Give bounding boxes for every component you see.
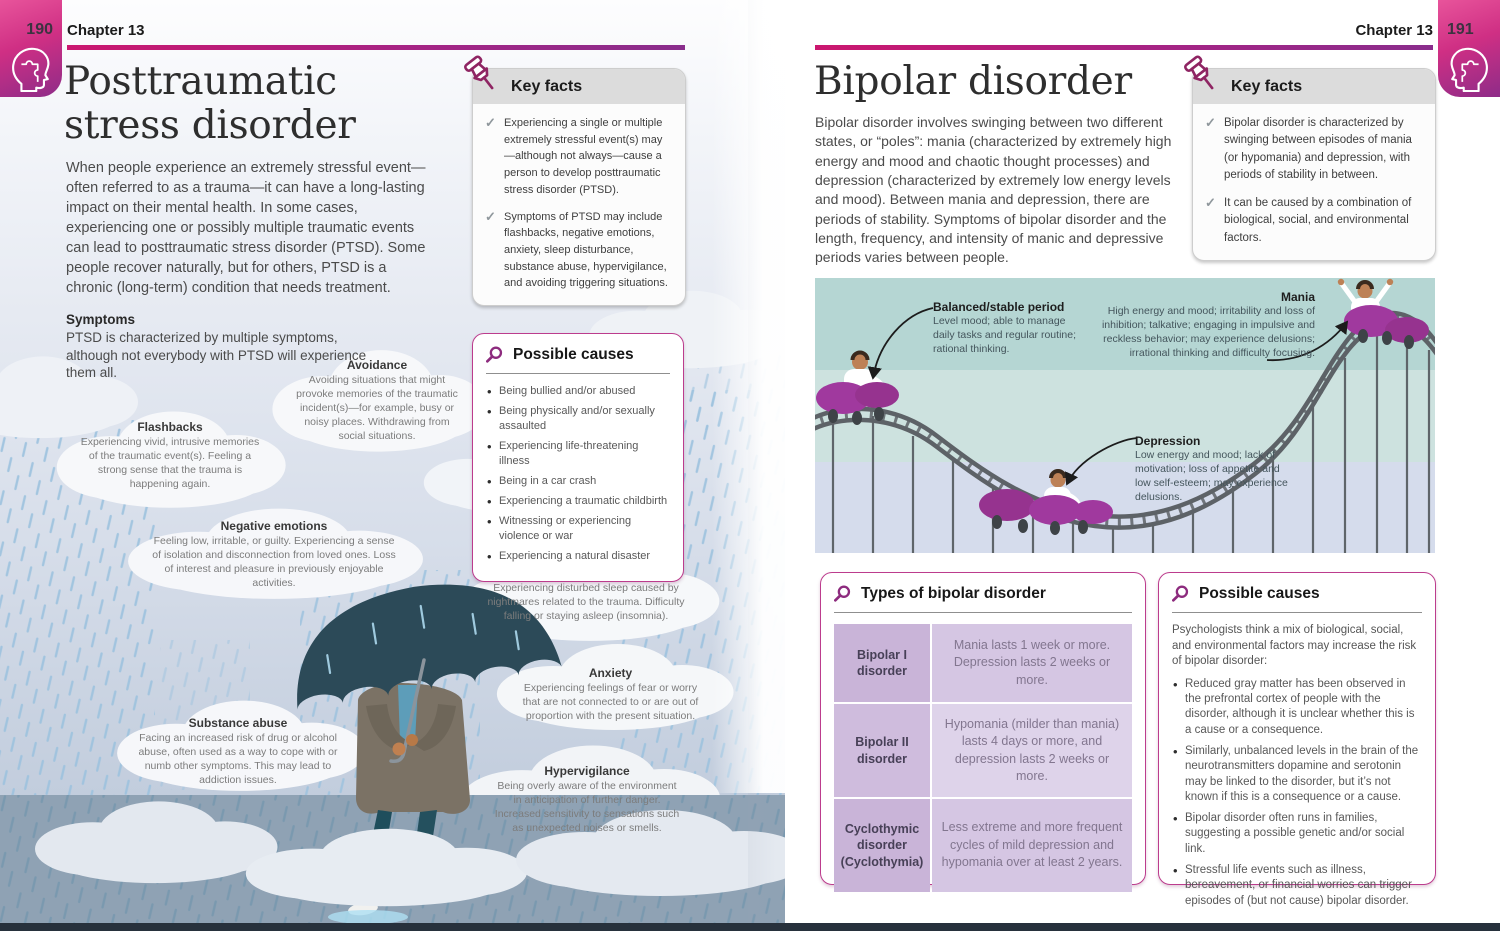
types-title-row: Types of bipolar disorder: [834, 585, 1132, 603]
list-item: • Experiencing a natural disaster: [486, 549, 670, 564]
key-facts-title: Key facts: [1193, 69, 1435, 104]
chapter-rule-right: [815, 45, 1433, 50]
symptoms-heading: Symptoms: [66, 312, 136, 327]
symptom-cloud-flashbacks: Flashbacks Experiencing vivid, intrusive memories of the traumatic event(s). Feeling a strong sense that the trauma is happening again.: [80, 420, 260, 491]
symptom-cloud-hypervigilance: Hypervigilance Being overly aware of the environment in anticipation of further danger. Increased sensitivity to sensations such as unexpected noises or smells.: [494, 764, 680, 835]
symptoms-section: [66, 312, 368, 382]
table-cell-desc: Hypomania (milder than mania) lasts 4 days or more, and depression lasts 2 weeks or more.: [932, 704, 1132, 797]
magnifier-icon: [1172, 585, 1190, 603]
list-item: • Stressful life events such as illness, bereavement, or financial worries can trigger episodes of (but not cause) bipolar disorder.: [1172, 863, 1422, 909]
check-icon: [1205, 115, 1217, 185]
page-number-right: 191: [1447, 21, 1474, 38]
list-item: • Being physically and/or sexually assaulted: [486, 404, 670, 433]
divider: [486, 373, 670, 374]
page-gutter-fade: [712, 0, 785, 793]
check-icon: [485, 209, 497, 293]
list-item: • Witnessing or experiencing violence or war: [486, 514, 670, 543]
key-facts-box-right: [1192, 68, 1436, 261]
page-title-right: Bipolar disorder: [814, 59, 1132, 104]
possible-causes-title-row: Possible causes: [1172, 585, 1422, 603]
types-of-bipolar-box: [820, 572, 1146, 885]
table-cell-type: Cyclothymic disorder (Cyclothymia): [834, 799, 930, 892]
magnifier-icon: [834, 585, 852, 603]
table-cell-desc: Less extreme and more frequent cycles of mild depression and hypomania over at least 2 years.: [932, 799, 1132, 892]
intro-left: When people experience an extremely stressful event—often referred to as a trauma—it can have a long-lasting impact on their mental health. In some cases, experiencing one or possibly multiple traumatic events can lead to posttraumatic stress disorder (PTSD). Some people recover naturally, but for others, PTSD is a chronic (long-term) condition that needs treatment.: [66, 160, 426, 296]
magnifier-icon: [486, 346, 504, 364]
head-puzzle-icon: [1446, 46, 1492, 92]
key-fact-item: ✓ Bipolar disorder is characterized by swinging between episodes of mania (or hypomania) and depression, with periods of stability in between.: [1205, 115, 1423, 185]
bipolar-types-table: [834, 624, 1132, 892]
symptom-cloud-avoidance: Avoidance Avoiding situations that might provoke memories of the traumatic incident(s)—for example, busy or noisy places. Withdrawing from social situations.: [296, 358, 458, 443]
key-facts-title: Key facts: [473, 69, 685, 104]
intro-right: Bipolar disorder involves swinging between two different states, or “poles”: mania (characterized by extremely high energy and mood and chaotic thought processes) and depression (characterized by extremely low energy levels and mood). Between mania and depression, there are periods of stability. Symptoms of bipolar disorder and the length, frequency, and intensity of manic and depressive periods varies between people.: [815, 114, 1172, 266]
diagram-label-mania: Mania High energy and mood; irritability and loss of inhibition; talkative; engaging in impulsive and reckless behavior; may experience delusions; irrational thinking and difficulty focusing.: [1101, 290, 1315, 359]
key-fact-item: ✓ Experiencing a single or multiple extremely stressful event(s) may—although not always—cause a person to develop posttraumatic stress disorder (PTSD).: [485, 115, 673, 199]
list-item: • Similarly, unbalanced levels in the brain of the neurotransmitters dopamine and serotonin may be linked to the disorder, but it’s not known if this is a consequence or a cause.: [1172, 744, 1422, 805]
list-item: • Being in a car crash: [486, 474, 670, 489]
pushpin-icon: [460, 53, 504, 97]
table-cell-type: Bipolar I disorder: [834, 624, 930, 702]
symptoms-text: PTSD is characterized by multiple symptoms, although not everybody with PTSD will experience them all.: [66, 330, 367, 381]
divider: [834, 612, 1132, 613]
bipolar-rollercoaster-diagram: [815, 278, 1435, 553]
list-item: • Reduced gray matter has been observed in the prefrontal cortex of people with the disorder, although it is unclear whether this is a cause or a consequence.: [1172, 677, 1422, 738]
diagram-label-depression: Depression Low energy and mood; lack of motivation; loss of appetite and low self-esteem; may experience delusions.: [1135, 434, 1288, 503]
pushpin-icon: [1180, 53, 1224, 97]
book-bottom-edge: [0, 923, 1500, 931]
chapter-heading-left: Chapter 13: [67, 22, 145, 39]
check-icon: [1205, 195, 1217, 247]
key-fact-item: ✓ Symptoms of PTSD may include flashbacks, negative emotions, anxiety, sleep disturbance, substance abuse, hypervigilance, and avoiding triggering situations.: [485, 209, 673, 293]
symptom-cloud-substance-abuse: Substance abuse Facing an increased risk of drug or alcohol abuse, often used as a way to cope with or numb other symptoms. This may lead to addiction issues.: [138, 716, 338, 787]
possible-causes-box-left: [472, 333, 684, 582]
page-tab-left: [0, 0, 62, 97]
list-item: • Bipolar disorder often runs in families, suggesting a possible genetic and/or social link.: [1172, 811, 1422, 857]
symptom-cloud-sleep-disturbance: Experiencing disturbed sleep caused by nightmares related to the trauma. Difficulty falling or staying asleep (insomnia).: [487, 582, 685, 623]
possible-causes-list: [1172, 677, 1422, 909]
key-facts-box-left: [472, 68, 686, 306]
possible-causes-title-row: Possible causes: [486, 346, 670, 364]
list-item: • Being bullied and/or abused: [486, 384, 670, 399]
symptom-cloud-negative-emotions: Negative emotions Feeling low, irritable, or guilty. Experiencing a sense of isolation and disconnection from loved ones. Loss of interest and pleasure in previously enjoyable activities.: [152, 519, 396, 590]
table-cell-type: Bipolar II disorder: [834, 704, 930, 797]
symptom-cloud-anxiety: Anxiety Experiencing feelings of fear or worry that are not connected to or are out of proportion with the present situation.: [522, 666, 699, 723]
chapter-heading-right: Chapter 13: [1355, 22, 1433, 39]
page-number-left: 190: [26, 21, 53, 38]
diagram-label-balanced: Balanced/stable period Level mood; able to manage daily tasks and regular routine; rational thinking.: [933, 300, 1076, 355]
key-fact-item: ✓ It can be caused by a combination of biological, social, and environmental factors.: [1205, 195, 1423, 247]
list-item: • Experiencing life-threatening illness: [486, 439, 670, 468]
page-title-left: Posttraumatic stress disorder: [64, 59, 356, 148]
table-cell-desc: Mania lasts 1 week or more. Depression lasts 2 weeks or more.: [932, 624, 1132, 702]
possible-causes-list: [486, 384, 670, 563]
check-icon: [485, 115, 497, 199]
possible-causes-intro: Psychologists think a mix of biological, social, and environmental factors may increase the risk of bipolar disorder:: [1172, 624, 1417, 668]
page-tab-right: [1438, 0, 1500, 97]
possible-causes-box-right: [1158, 572, 1436, 907]
list-item: • Experiencing a traumatic childbirth: [486, 494, 670, 509]
divider: [1172, 612, 1422, 613]
head-puzzle-icon: [8, 46, 54, 92]
chapter-rule-left: [67, 45, 685, 50]
